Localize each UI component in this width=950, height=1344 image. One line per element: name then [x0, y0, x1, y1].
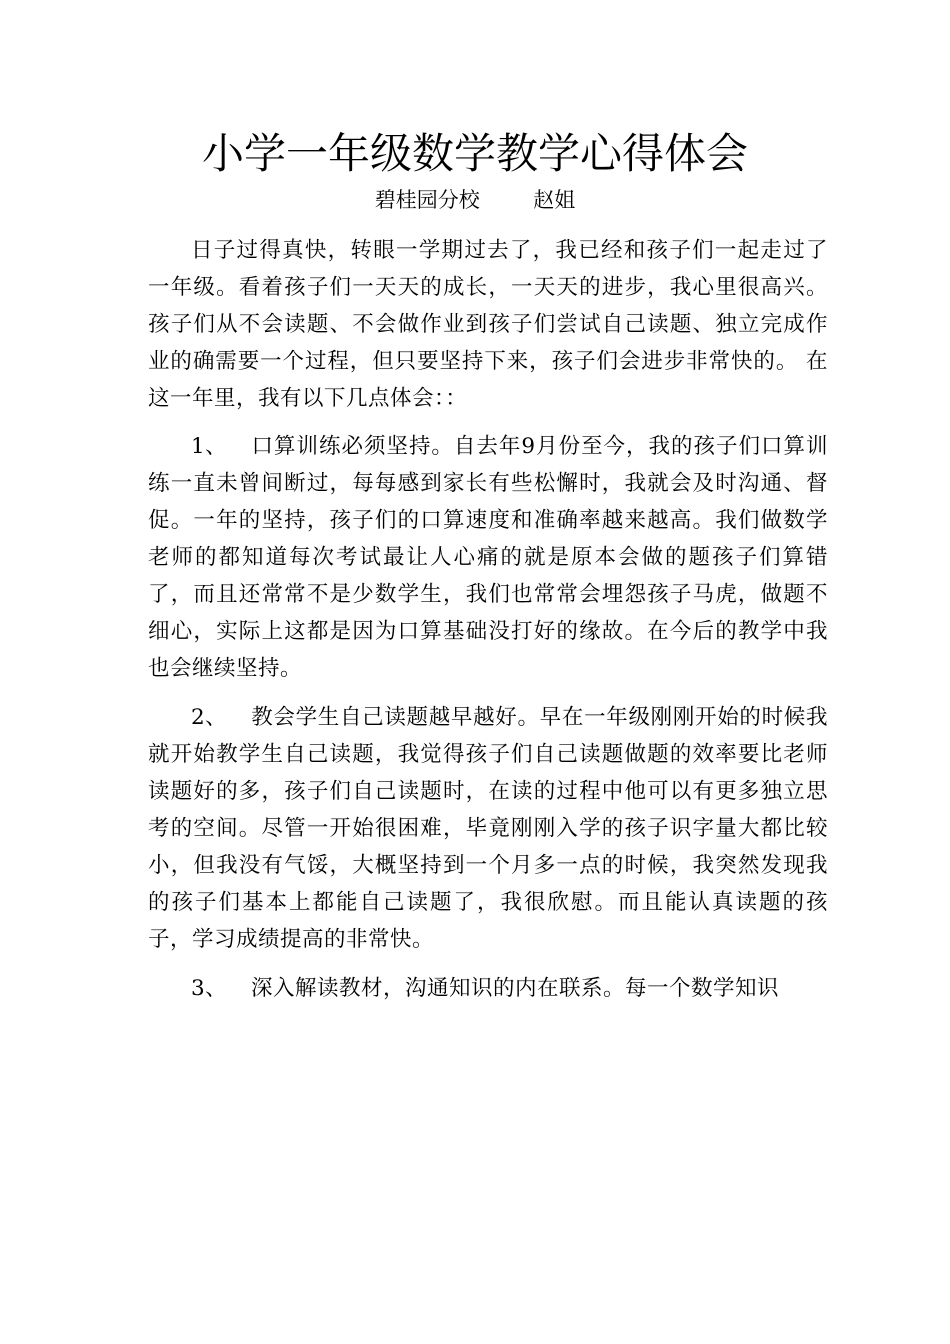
author-byline: 碧桂园分校 赵姐	[374, 188, 576, 212]
document-title: 小学一年级数学教学心得体会	[201, 129, 748, 178]
paragraph-point-2	[148, 699, 828, 958]
paragraph-number: 3、	[191, 976, 228, 1001]
paragraph-intro	[148, 232, 828, 417]
document-body	[148, 232, 828, 1019]
paragraph-point-1	[148, 428, 828, 687]
paragraph-number: 1、	[191, 434, 228, 459]
paragraph-point-3	[148, 970, 828, 1007]
paragraph-text: 深入解读教材，沟通知识的内在联系。每一个数学知识	[251, 976, 780, 1001]
paragraph-text: 口算训练必须坚持。自去年9月份至今，我的孩子们口算训练一直未曾间断过，每每感到家长有些松懈时，我就会及时沟通、督促。一年的坚持，孩子们的口算速度和准确率越来越高。我们做数学老师的都知道每次考试最让人心痛的就是原本会做的题孩子们算错了，而且还常常不是少数学生，我们也常常会埋怨孩子马虎，做题不细心，实际上这都是因为口算基础没打好的缘故。在今后的教学中我也会继续坚持。	[148, 434, 828, 681]
paragraph-number: 2、	[191, 705, 228, 730]
paragraph-text: 日子过得真快，转眼一学期过去了，我已经和孩子们一起走过了一年级。看着孩子们一天天的成长，一天天的进步，我心里很高兴。孩子们从不会读题、不会做作业到孩子们尝试自己读题、独立完成作业的确需要一个过程，但只要坚持下来，孩子们会进步非常快的。 在这一年里，我有以下几点体会：：	[148, 238, 828, 411]
paragraph-text: 教会学生自己读题越早越好。早在一年级刚刚开始的时候我就开始教学生自己读题，我觉得孩子们自己读题做题的效率要比老师读题好的多，孩子们自己读题时，在读的过程中他可以有更多独立思考的空间。尽管一开始很困难，毕竟刚刚入学的孩子识字量大都比较小，但我没有气馁，大概坚持到一个月多一点的时候，我突然发现我的孩子们基本上都能自己读题了，我很欣慰。而且能认真读题的孩子，学习成绩提高的非常快。	[148, 705, 828, 952]
